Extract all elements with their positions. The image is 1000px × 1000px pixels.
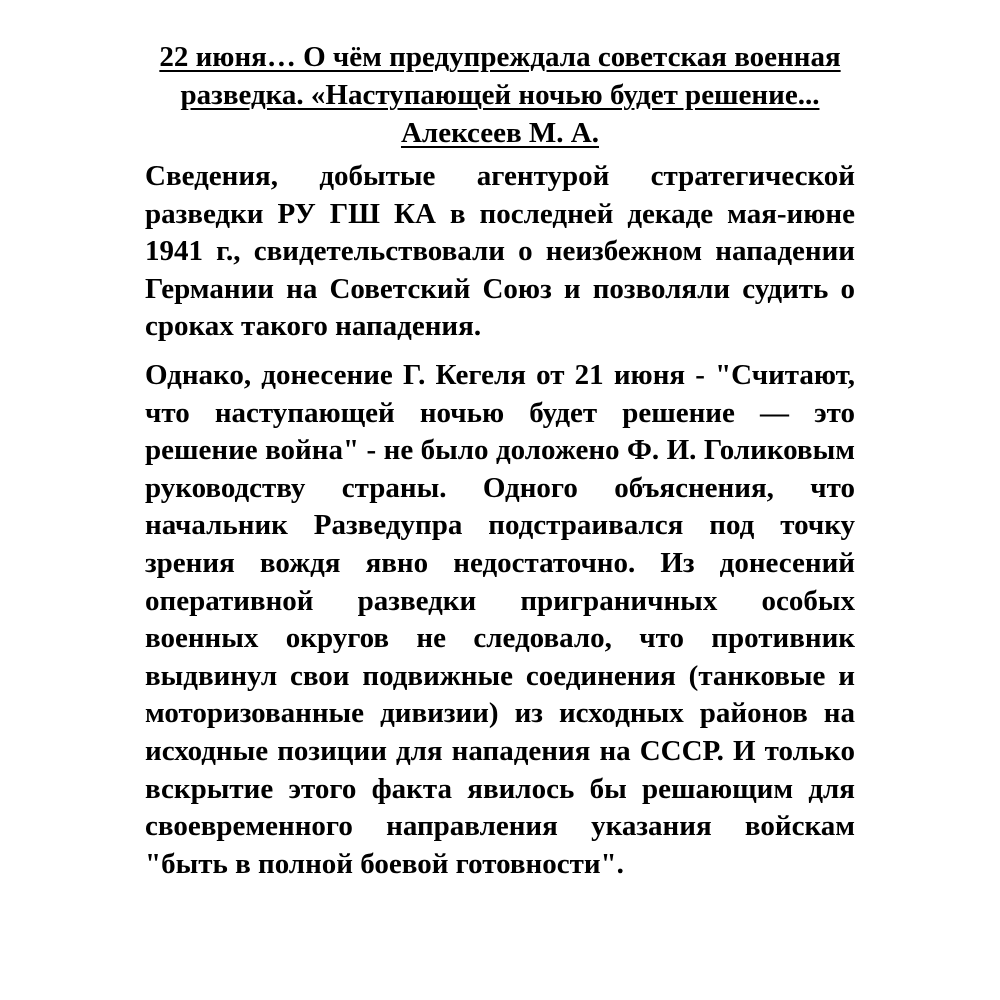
article-paragraph-1: Сведения, добытые агентурой стратегической разведки РУ ГШ КА в последней декаде мая-июне 1941 г., свидетельствовали о неизбежном нападении Германии на Советский Союз и позволяли судить о сроках такого нападения. — [145, 160, 855, 343]
document-page — [145, 38, 855, 883]
article-paragraph-2: Однако, донесение Г. Кегеля от 21 июня - "Считают, что наступающей ночью будет решение — это решение война" - не было доложено Ф. И. Голиковым руководству страны. Одного объяснения, что начальник Разведупра подстраивался под точку зрения вождя явно недостаточно. Из донесений оперативной разведки приграничных особых военных округов не следовало, что противник выдвинул свои подвижные соединения (танковые и моторизованные дивизии) из исходных районов на исходные позиции для нападения на СССР. И только вскрытие этого факта явилось бы решающим для своевременного направления указания войскам "быть в полной боевой готовности". — [145, 358, 855, 880]
article-title: 22 июня… О чём предупреждала советская военная разведка. «Наступающей ночью будет решение... Алексеев М. А. — [159, 41, 841, 149]
